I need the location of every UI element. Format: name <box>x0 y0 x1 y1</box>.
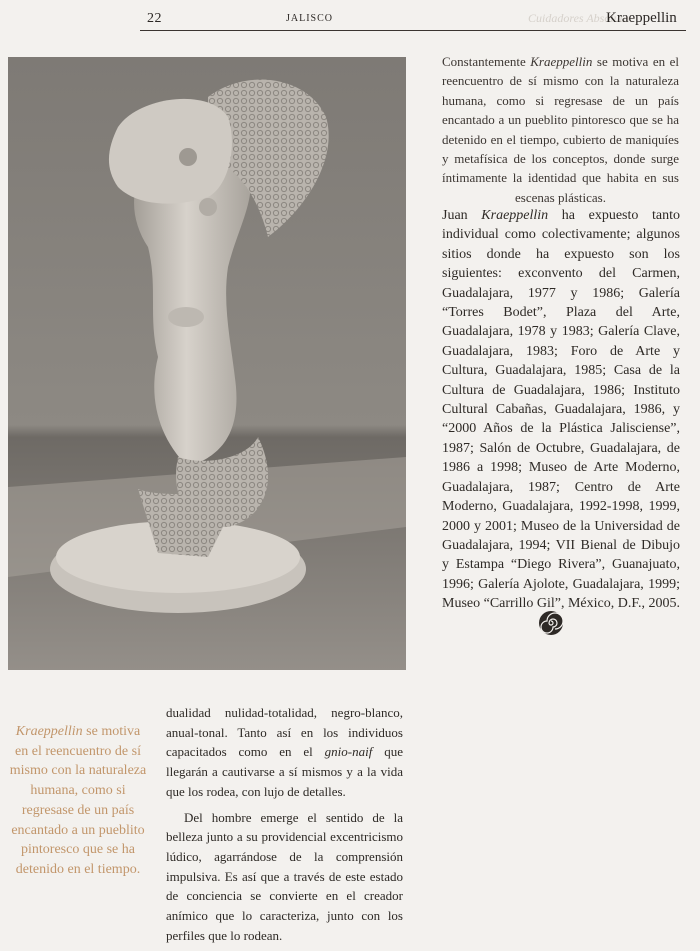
body-text <box>166 703 403 945</box>
show-through-text: Cuidadores Absoluto <box>528 11 630 25</box>
sculpture-photo <box>8 57 406 670</box>
running-title: JALISCO <box>286 13 334 24</box>
artist-name: Kraeppellin <box>15 724 83 739</box>
artist-name: Kraeppellin <box>530 54 593 69</box>
artist-name: Kraeppellin <box>481 208 549 223</box>
term-gnio-naif: gnio-naif <box>324 744 373 760</box>
page-number: 22 <box>147 11 162 26</box>
header-rule <box>140 30 686 31</box>
page-header <box>0 0 700 32</box>
sculpture-image <box>8 57 406 670</box>
author-name: Kraeppellin <box>606 10 677 26</box>
sidebar-pull-quote: Kraeppellin se motiva en el reencuentro de sí mismo con la naturaleza humana, como si regresase de un país encantado a un pueblito pintoresco que se ha detenido en el tiempo. <box>9 724 147 877</box>
pull-quote-top: Constantemente Kraeppellin se motiva en el reencuentro de sí mismo con la naturaleza humana, como si regresase de un país encantado a un pueblito pintoresco que se ha detenido en el tiempo, cubierto de maniquíes y metafísica de los conceptos, donde surge íntimamente la identidad que habita en sus escenas plásticas. <box>442 54 679 205</box>
body-paragraph: Del hombre emerge el sentido de la belleza junto a su providencial excentricismo lúdico, agarrándose de la comprensión impulsiva. Es así que a través de este estado de conciencia se convierte en el creador anímico que lo caracteriza, junto con los perfiles que lo rodean. <box>166 809 403 943</box>
body-paragraph: dualidad nulidad-totalidad, negro-blanco, anual-tonal. Tanto así en los individuos capacitados como en el gnio-naif que llegarán a cautivarse a sí mismos y a la vida que los rodea, con lujo de detalles. <box>166 705 403 799</box>
spiral-ornament-icon <box>538 610 564 636</box>
exhibitions-paragraph: Juan Kraeppellin ha expuesto tanto individual como colectivamente; algunos sitios donde ha expuesto son los siguientes: exconvento del Carmen, Guadalajara, 1977 y 1986; Galería “Torres Bodet”, Plaza del Arte, Guadalajara, 1978 y 1983; Galería Clave, Guadalajara, 1983; Foro de Arte y Cultura, Guadalajara, 1985; Casa de la Cultura de Guadalajara, 1986; Instituto Cultural Cabañas, Guadalajara, 1986, y “2000 Años de la Plástica Jalisciense”, 1987; Salón de Octubre, Guadalajara, de 1986 a 1998; Museo de Arte Moderno, Guadalajara, 1987; Centro de Arte Moderno, Guadalajara, 1992-1998, 1999, 2000 y 2001; Museo de la Universidad de Guadalajara, 1994; VII Bienal de Dibujo y Estampa “Diego Rivera”, Guanajuato, 1996; Galería Ajolote, Guadalajara, 1999; Museo “Carrillo Gil”, México, D.F., 2005. <box>442 208 681 612</box>
